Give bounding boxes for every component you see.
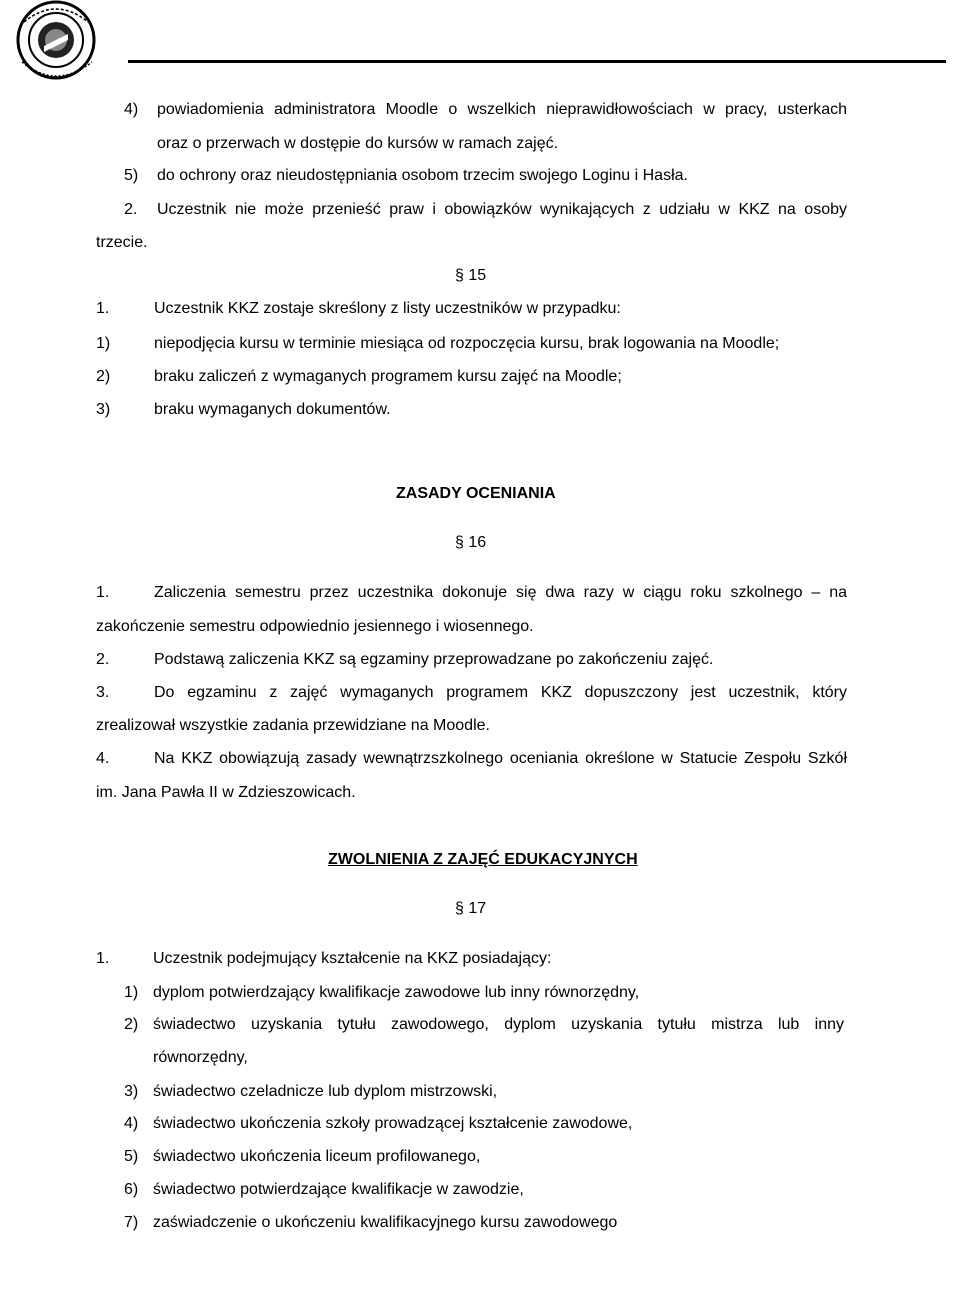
list-number: 3) [124,1083,139,1100]
section-heading: § 17 [455,900,487,917]
list-number: 1) [96,335,111,352]
list-number: 5) [124,1148,139,1165]
list-item-text: braku wymaganych dokumentów. [154,401,391,418]
paragraph-text: Na KKZ obowiązują zasady wewnątrzszkolnego oceniania określone w Statucie Zespołu Szkół [154,750,847,767]
paragraph-number: 2. [96,651,110,668]
paragraph-text: Uczestnik nie może przenieść praw i obowiązków wynikających z udziału w KKZ na osoby [157,201,847,218]
paragraph-text: Zaliczenia semestru przez uczestnika dokonuje się dwa razy w ciągu roku szkolnego – na [154,584,847,601]
paragraph-text: trzecie. [96,234,148,251]
paragraph-text: Do egzaminu z zajęć wymaganych programem KKZ dopuszczony jest uczestnik, który [154,684,847,701]
list-item-text: równorzędny, [153,1049,248,1066]
paragraph-number: 4. [96,750,110,767]
list-number: 3) [96,401,111,418]
list-item-text: świadectwo uzyskania tytułu zawodowego, dyplom uzyskania tytułu mistrza lub inny [153,1016,844,1033]
list-item-text: oraz o przerwach w dostępie do kursów w ramach zajęć. [157,135,559,152]
list-item-text: dyplom potwierdzający kwalifikacje zawodowe lub inny równorzędny, [153,984,640,1001]
chapter-title: ZWOLNIENIA Z ZAJĘĆ EDUKACYJNYCH [328,851,638,868]
list-number: 5) [124,167,139,184]
paragraph-number: 2. [124,201,138,218]
list-item-text: świadectwo potwierdzające kwalifikacje w zawodzie, [153,1181,524,1198]
list-number: 4) [124,1115,139,1132]
list-item-text: zaświadczenie o ukończeniu kwalifikacyjnego kursu zawodowego [153,1214,618,1231]
list-item-text: świadectwo ukończenia szkoły prowadzącej kształcenie zawodowe, [153,1115,633,1132]
paragraph-text: zrealizował wszystkie zadania przewidziane na Moodle. [96,717,490,734]
paragraph-number: 1. [96,300,110,317]
paragraph-text: Uczestnik KKZ zostaje skreślony z listy uczestników w przypadku: [154,300,621,317]
paragraph-text: Uczestnik podejmujący kształcenie na KKZ posiadający: [153,950,552,967]
list-number: 2) [96,368,111,385]
list-item-text: braku zaliczeń z wymaganych programem kursu zajęć na Moodle; [154,368,622,385]
paragraph-number: 1. [96,584,110,601]
list-item-text: niepodjęcia kursu w terminie miesiąca od rozpoczęcia kursu, brak logowania na Moodle; [154,335,780,352]
list-item-text: świadectwo czeladnicze lub dyplom mistrzowski, [153,1083,498,1100]
header-rule [128,60,946,63]
paragraph-text: zakończenie semestru odpowiednio jesiennego i wiosennego. [96,618,534,635]
school-seal-logo [0,0,120,96]
paragraph-text: Podstawą zaliczenia KKZ są egzaminy przeprowadzane po zakończeniu zajęć. [154,651,714,668]
section-heading: § 15 [455,267,487,284]
list-number: 1) [124,984,139,1001]
list-number: 2) [124,1016,139,1033]
list-number: 6) [124,1181,139,1198]
paragraph-number: 3. [96,684,110,701]
list-item-text: powiadomienia administratora Moodle o wszelkich nieprawidłowościach w pracy, usterkach [157,101,847,118]
list-item-text: świadectwo ukończenia liceum profilowanego, [153,1148,481,1165]
paragraph-text: im. Jana Pawła II w Zdzieszowicach. [96,784,356,801]
section-heading: § 16 [455,534,487,551]
paragraph-number: 1. [96,950,110,967]
list-number: 4) [124,101,139,118]
list-item-text: do ochrony oraz nieudostępniania osobom trzecim swojego Loginu i Hasła. [157,167,688,184]
chapter-title: ZASADY OCENIANIA [396,485,556,502]
list-number: 7) [124,1214,139,1231]
